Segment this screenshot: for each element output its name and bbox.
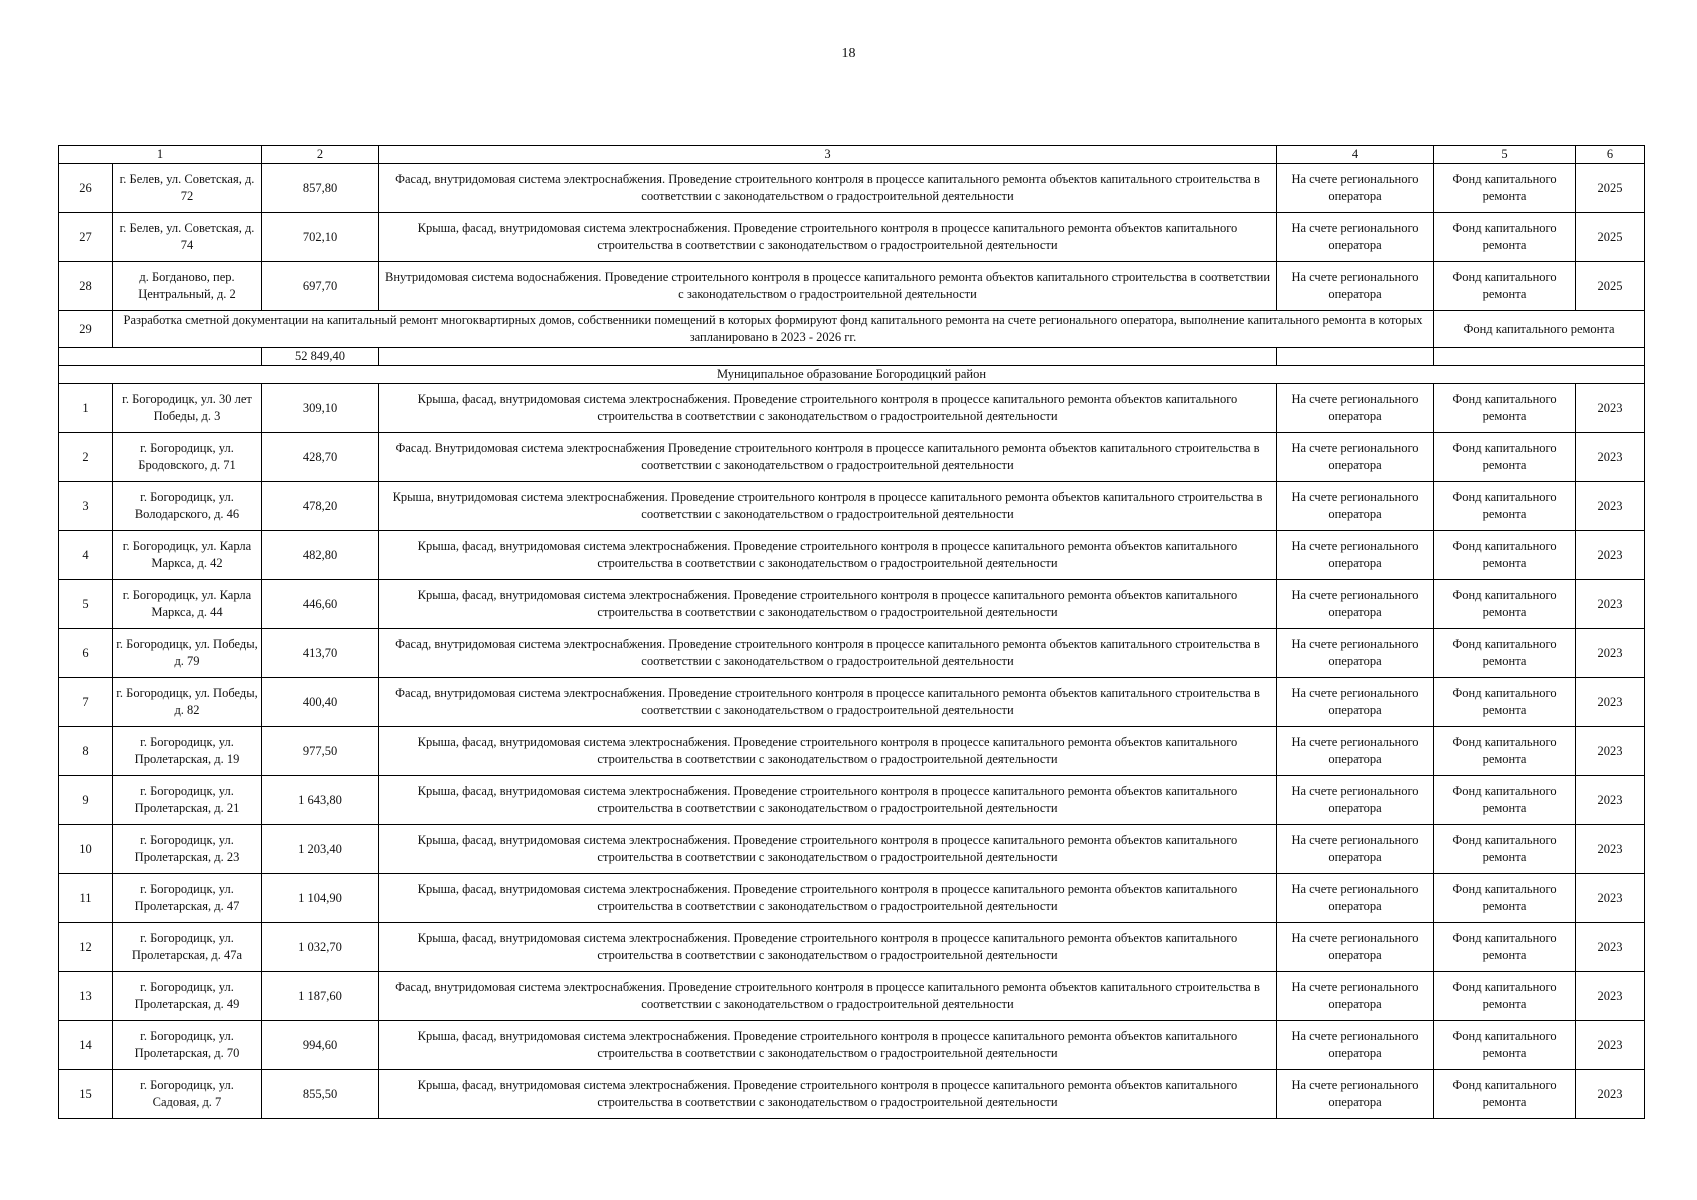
row-number: 10 xyxy=(59,825,113,874)
table-row xyxy=(59,629,1645,678)
estimate-documentation-row xyxy=(59,311,1645,348)
year-cell: 2023 xyxy=(1576,580,1645,629)
table-row xyxy=(59,262,1645,311)
table-row xyxy=(59,384,1645,433)
works-cell: Крыша, фасад, внутридомовая система электроснабжения. Проведение строительного контроля в процессе капитального ремонта объектов капитального строительства в соответствии с законодательством о градостроительной деятельности xyxy=(379,825,1277,874)
works-cell: Крыша, фасад, внутридомовая система электроснабжения. Проведение строительного контроля в процессе капитального ремонта объектов капитального строительства в соответствии с законодательством о градостроительной деятельности xyxy=(379,1070,1277,1119)
row-number: 8 xyxy=(59,727,113,776)
address-cell: г. Богородицк, ул. Победы, д. 79 xyxy=(113,629,262,678)
works-cell: Фасад, внутридомовая система электроснабжения. Проведение строительного контроля в процессе капитального ремонта объектов капитального строительства в соответствии с законодательством о градостроительной деятельности xyxy=(379,629,1277,678)
estimate-source-cell: Фонд капитального ремонта xyxy=(1434,311,1645,348)
source-cell: Фонд капитального ремонта xyxy=(1434,384,1576,433)
address-cell: г. Белев, ул. Советская, д. 74 xyxy=(113,213,262,262)
table-row xyxy=(59,972,1645,1021)
row-number: 28 xyxy=(59,262,113,311)
works-cell: Крыша, фасад, внутридомовая система электроснабжения. Проведение строительного контроля в процессе капитального ремонта объектов капитального строительства в соответствии с законодательством о градостроительной деятельности xyxy=(379,727,1277,776)
source-cell: Фонд капитального ремонта xyxy=(1434,776,1576,825)
area-cell: 1 104,90 xyxy=(262,874,379,923)
row-number: 9 xyxy=(59,776,113,825)
account-cell: На счете регионального оператора xyxy=(1277,776,1434,825)
area-cell: 977,50 xyxy=(262,727,379,776)
table-row xyxy=(59,531,1645,580)
area-cell: 446,60 xyxy=(262,580,379,629)
year-cell: 2023 xyxy=(1576,874,1645,923)
address-cell: г. Богородицк, ул. Карла Маркса, д. 44 xyxy=(113,580,262,629)
area-cell: 482,80 xyxy=(262,531,379,580)
source-cell: Фонд капитального ремонта xyxy=(1434,531,1576,580)
year-cell: 2025 xyxy=(1576,262,1645,311)
row-number: 2 xyxy=(59,433,113,482)
account-cell: На счете регионального оператора xyxy=(1277,727,1434,776)
row-number: 7 xyxy=(59,678,113,727)
address-cell: г. Богородицк, ул. Пролетарская, д. 49 xyxy=(113,972,262,1021)
column-header-4: 4 xyxy=(1277,146,1434,164)
source-cell: Фонд капитального ремонта xyxy=(1434,629,1576,678)
account-cell: На счете регионального оператора xyxy=(1277,874,1434,923)
account-cell: На счете регионального оператора xyxy=(1277,384,1434,433)
row-number: 12 xyxy=(59,923,113,972)
source-cell: Фонд капитального ремонта xyxy=(1434,972,1576,1021)
source-cell: Фонд капитального ремонта xyxy=(1434,1070,1576,1119)
area-cell: 400,40 xyxy=(262,678,379,727)
total-empty-cell xyxy=(1434,348,1645,366)
year-cell: 2025 xyxy=(1576,164,1645,213)
table-row xyxy=(59,1021,1645,1070)
area-cell: 478,20 xyxy=(262,482,379,531)
account-cell: На счете регионального оператора xyxy=(1277,164,1434,213)
source-cell: Фонд капитального ремонта xyxy=(1434,482,1576,531)
row-number: 4 xyxy=(59,531,113,580)
area-cell: 994,60 xyxy=(262,1021,379,1070)
address-cell: г. Богородицк, ул. Победы, д. 82 xyxy=(113,678,262,727)
year-cell: 2023 xyxy=(1576,629,1645,678)
year-cell: 2023 xyxy=(1576,531,1645,580)
works-cell: Крыша, фасад, внутридомовая система электроснабжения. Проведение строительного контроля в процессе капитального ремонта объектов капитального строительства в соответствии с законодательством о градостроительной деятельности xyxy=(379,213,1277,262)
column-header-row xyxy=(59,146,1645,164)
total-empty-cell xyxy=(1277,348,1434,366)
works-cell: Фасад, внутридомовая система электроснабжения. Проведение строительного контроля в процессе капитального ремонта объектов капитального строительства в соответствии с законодательством о градостроительной деятельности xyxy=(379,972,1277,1021)
source-cell: Фонд капитального ремонта xyxy=(1434,1021,1576,1070)
address-cell: г. Белев, ул. Советская, д. 72 xyxy=(113,164,262,213)
source-cell: Фонд капитального ремонта xyxy=(1434,580,1576,629)
account-cell: На счете регионального оператора xyxy=(1277,482,1434,531)
table-row xyxy=(59,923,1645,972)
works-cell: Крыша, фасад, внутридомовая система электроснабжения. Проведение строительного контроля в процессе капитального ремонта объектов капитального строительства в соответствии с законодательством о градостроительной деятельности xyxy=(379,531,1277,580)
works-cell: Фасад. Внутридомовая система электроснабжения Проведение строительного контроля в процессе капитального ремонта объектов капитального строительства в соответствии с законодательством о градостроительной деятельности xyxy=(379,433,1277,482)
source-cell: Фонд капитального ремонта xyxy=(1434,678,1576,727)
table-row xyxy=(59,213,1645,262)
year-cell: 2023 xyxy=(1576,972,1645,1021)
address-cell: г. Богородицк, ул. Бродовского, д. 71 xyxy=(113,433,262,482)
address-cell: г. Богородицк, ул. Карла Маркса, д. 42 xyxy=(113,531,262,580)
source-cell: Фонд капитального ремонта xyxy=(1434,262,1576,311)
year-cell: 2023 xyxy=(1576,1070,1645,1119)
row-number: 11 xyxy=(59,874,113,923)
area-cell: 1 203,40 xyxy=(262,825,379,874)
address-cell: г. Богородицк, ул. Пролетарская, д. 23 xyxy=(113,825,262,874)
row-number: 14 xyxy=(59,1021,113,1070)
area-cell: 857,80 xyxy=(262,164,379,213)
works-cell: Фасад, внутридомовая система электроснабжения. Проведение строительного контроля в процессе капитального ремонта объектов капитального строительства в соответствии с законодательством о градостроительной деятельности xyxy=(379,164,1277,213)
year-cell: 2023 xyxy=(1576,1021,1645,1070)
area-cell: 428,70 xyxy=(262,433,379,482)
year-cell: 2023 xyxy=(1576,727,1645,776)
source-cell: Фонд капитального ремонта xyxy=(1434,433,1576,482)
column-header-3: 3 xyxy=(379,146,1277,164)
works-cell: Крыша, фасад, внутридомовая система электроснабжения. Проведение строительного контроля в процессе капитального ремонта объектов капитального строительства в соответствии с законодательством о градостроительной деятельности xyxy=(379,384,1277,433)
works-cell: Крыша, фасад, внутридомовая система электроснабжения. Проведение строительного контроля в процессе капитального ремонта объектов капитального строительства в соответствии с законодательством о градостроительной деятельности xyxy=(379,580,1277,629)
table-row xyxy=(59,164,1645,213)
area-cell: 855,50 xyxy=(262,1070,379,1119)
address-cell: г. Богородицк, ул. Володарского, д. 46 xyxy=(113,482,262,531)
table-row xyxy=(59,1070,1645,1119)
column-header-6: 6 xyxy=(1576,146,1645,164)
row-number: 3 xyxy=(59,482,113,531)
table-row xyxy=(59,874,1645,923)
total-area-cell: 52 849,40 xyxy=(262,348,379,366)
area-cell: 1 032,70 xyxy=(262,923,379,972)
year-cell: 2023 xyxy=(1576,923,1645,972)
total-row xyxy=(59,348,1645,366)
repair-program-table xyxy=(58,145,1645,1119)
table-row xyxy=(59,776,1645,825)
address-cell: г. Богородицк, ул. 30 лет Победы, д. 3 xyxy=(113,384,262,433)
source-cell: Фонд капитального ремонта xyxy=(1434,825,1576,874)
source-cell: Фонд капитального ремонта xyxy=(1434,213,1576,262)
address-cell: г. Богородицк, ул. Пролетарская, д. 19 xyxy=(113,727,262,776)
page-number: 18 xyxy=(841,46,856,61)
total-empty-cell xyxy=(379,348,1277,366)
row-number: 5 xyxy=(59,580,113,629)
table-row xyxy=(59,678,1645,727)
table-row xyxy=(59,433,1645,482)
works-cell: Крыша, фасад, внутридомовая система электроснабжения. Проведение строительного контроля в процессе капитального ремонта объектов капитального строительства в соответствии с законодательством о градостроительной деятельности xyxy=(379,874,1277,923)
account-cell: На счете регионального оператора xyxy=(1277,923,1434,972)
year-cell: 2023 xyxy=(1576,433,1645,482)
table-body xyxy=(59,146,1645,1119)
works-cell: Внутридомовая система водоснабжения. Проведение строительного контроля в процессе капитального ремонта объектов капитального строительства в соответствии с законодательством о градостроительной деятельности xyxy=(379,262,1277,311)
works-cell: Крыша, фасад, внутридомовая система электроснабжения. Проведение строительного контроля в процессе капитального ремонта объектов капитального строительства в соответствии с законодательством о градостроительной деятельности xyxy=(379,776,1277,825)
table-row xyxy=(59,727,1645,776)
table-row xyxy=(59,482,1645,531)
table-row xyxy=(59,580,1645,629)
column-header-2: 2 xyxy=(262,146,379,164)
source-cell: Фонд капитального ремонта xyxy=(1434,923,1576,972)
address-cell: г. Богородицк, ул. Пролетарская, д. 70 xyxy=(113,1021,262,1070)
total-empty-cell xyxy=(59,348,262,366)
row-number: 15 xyxy=(59,1070,113,1119)
source-cell: Фонд капитального ремонта xyxy=(1434,164,1576,213)
account-cell: На счете регионального оператора xyxy=(1277,825,1434,874)
account-cell: На счете регионального оператора xyxy=(1277,1021,1434,1070)
area-cell: 1 187,60 xyxy=(262,972,379,1021)
area-cell: 1 643,80 xyxy=(262,776,379,825)
account-cell: На счете регионального оператора xyxy=(1277,433,1434,482)
address-cell: г. Богородицк, ул. Садовая, д. 7 xyxy=(113,1070,262,1119)
section-header-row xyxy=(59,366,1645,384)
account-cell: На счете регионального оператора xyxy=(1277,678,1434,727)
account-cell: На счете регионального оператора xyxy=(1277,629,1434,678)
address-cell: г. Богородицк, ул. Пролетарская, д. 21 xyxy=(113,776,262,825)
works-cell: Крыша, фасад, внутридомовая система электроснабжения. Проведение строительного контроля в процессе капитального ремонта объектов капитального строительства в соответствии с законодательством о градостроительной деятельности xyxy=(379,923,1277,972)
column-header-5: 5 xyxy=(1434,146,1576,164)
row-number: 29 xyxy=(59,311,113,348)
row-number: 6 xyxy=(59,629,113,678)
source-cell: Фонд капитального ремонта xyxy=(1434,874,1576,923)
section-title: Муниципальное образование Богородицкий район xyxy=(59,366,1645,384)
area-cell: 309,10 xyxy=(262,384,379,433)
account-cell: На счете регионального оператора xyxy=(1277,1070,1434,1119)
row-number: 13 xyxy=(59,972,113,1021)
area-cell: 697,70 xyxy=(262,262,379,311)
year-cell: 2023 xyxy=(1576,776,1645,825)
year-cell: 2023 xyxy=(1576,482,1645,531)
account-cell: На счете регионального оператора xyxy=(1277,213,1434,262)
row-number: 1 xyxy=(59,384,113,433)
table-row xyxy=(59,825,1645,874)
works-cell: Фасад, внутридомовая система электроснабжения. Проведение строительного контроля в процессе капитального ремонта объектов капитального строительства в соответствии с законодательством о градостроительной деятельности xyxy=(379,678,1277,727)
row-number: 27 xyxy=(59,213,113,262)
source-cell: Фонд капитального ремонта xyxy=(1434,727,1576,776)
account-cell: На счете регионального оператора xyxy=(1277,262,1434,311)
works-cell: Крыша, внутридомовая система электроснабжения. Проведение строительного контроля в процессе капитального ремонта объектов капитального строительства в соответствии с законодательством о градостроительной деятельности xyxy=(379,482,1277,531)
year-cell: 2023 xyxy=(1576,825,1645,874)
column-header-1: 1 xyxy=(59,146,262,164)
year-cell: 2023 xyxy=(1576,678,1645,727)
account-cell: На счете регионального оператора xyxy=(1277,580,1434,629)
year-cell: 2025 xyxy=(1576,213,1645,262)
year-cell: 2023 xyxy=(1576,384,1645,433)
address-cell: г. Богородицк, ул. Пролетарская, д. 47а xyxy=(113,923,262,972)
account-cell: На счете регионального оператора xyxy=(1277,972,1434,1021)
row-number: 26 xyxy=(59,164,113,213)
account-cell: На счете регионального оператора xyxy=(1277,531,1434,580)
area-cell: 413,70 xyxy=(262,629,379,678)
works-cell: Крыша, фасад, внутридомовая система электроснабжения. Проведение строительного контроля в процессе капитального ремонта объектов капитального строительства в соответствии с законодательством о градостроительной деятельности xyxy=(379,1021,1277,1070)
address-cell: д. Богданово, пер. Центральный, д. 2 xyxy=(113,262,262,311)
estimate-documentation-text: Разработка сметной документации на капитальный ремонт многоквартирных домов, собственники помещений в которых формируют фонд капитального ремонта на счете регионального оператора, выполнение капитального ремонта в которых запланировано в 2023 - 2026 гг. xyxy=(113,311,1434,348)
area-cell: 702,10 xyxy=(262,213,379,262)
address-cell: г. Богородицк, ул. Пролетарская, д. 47 xyxy=(113,874,262,923)
